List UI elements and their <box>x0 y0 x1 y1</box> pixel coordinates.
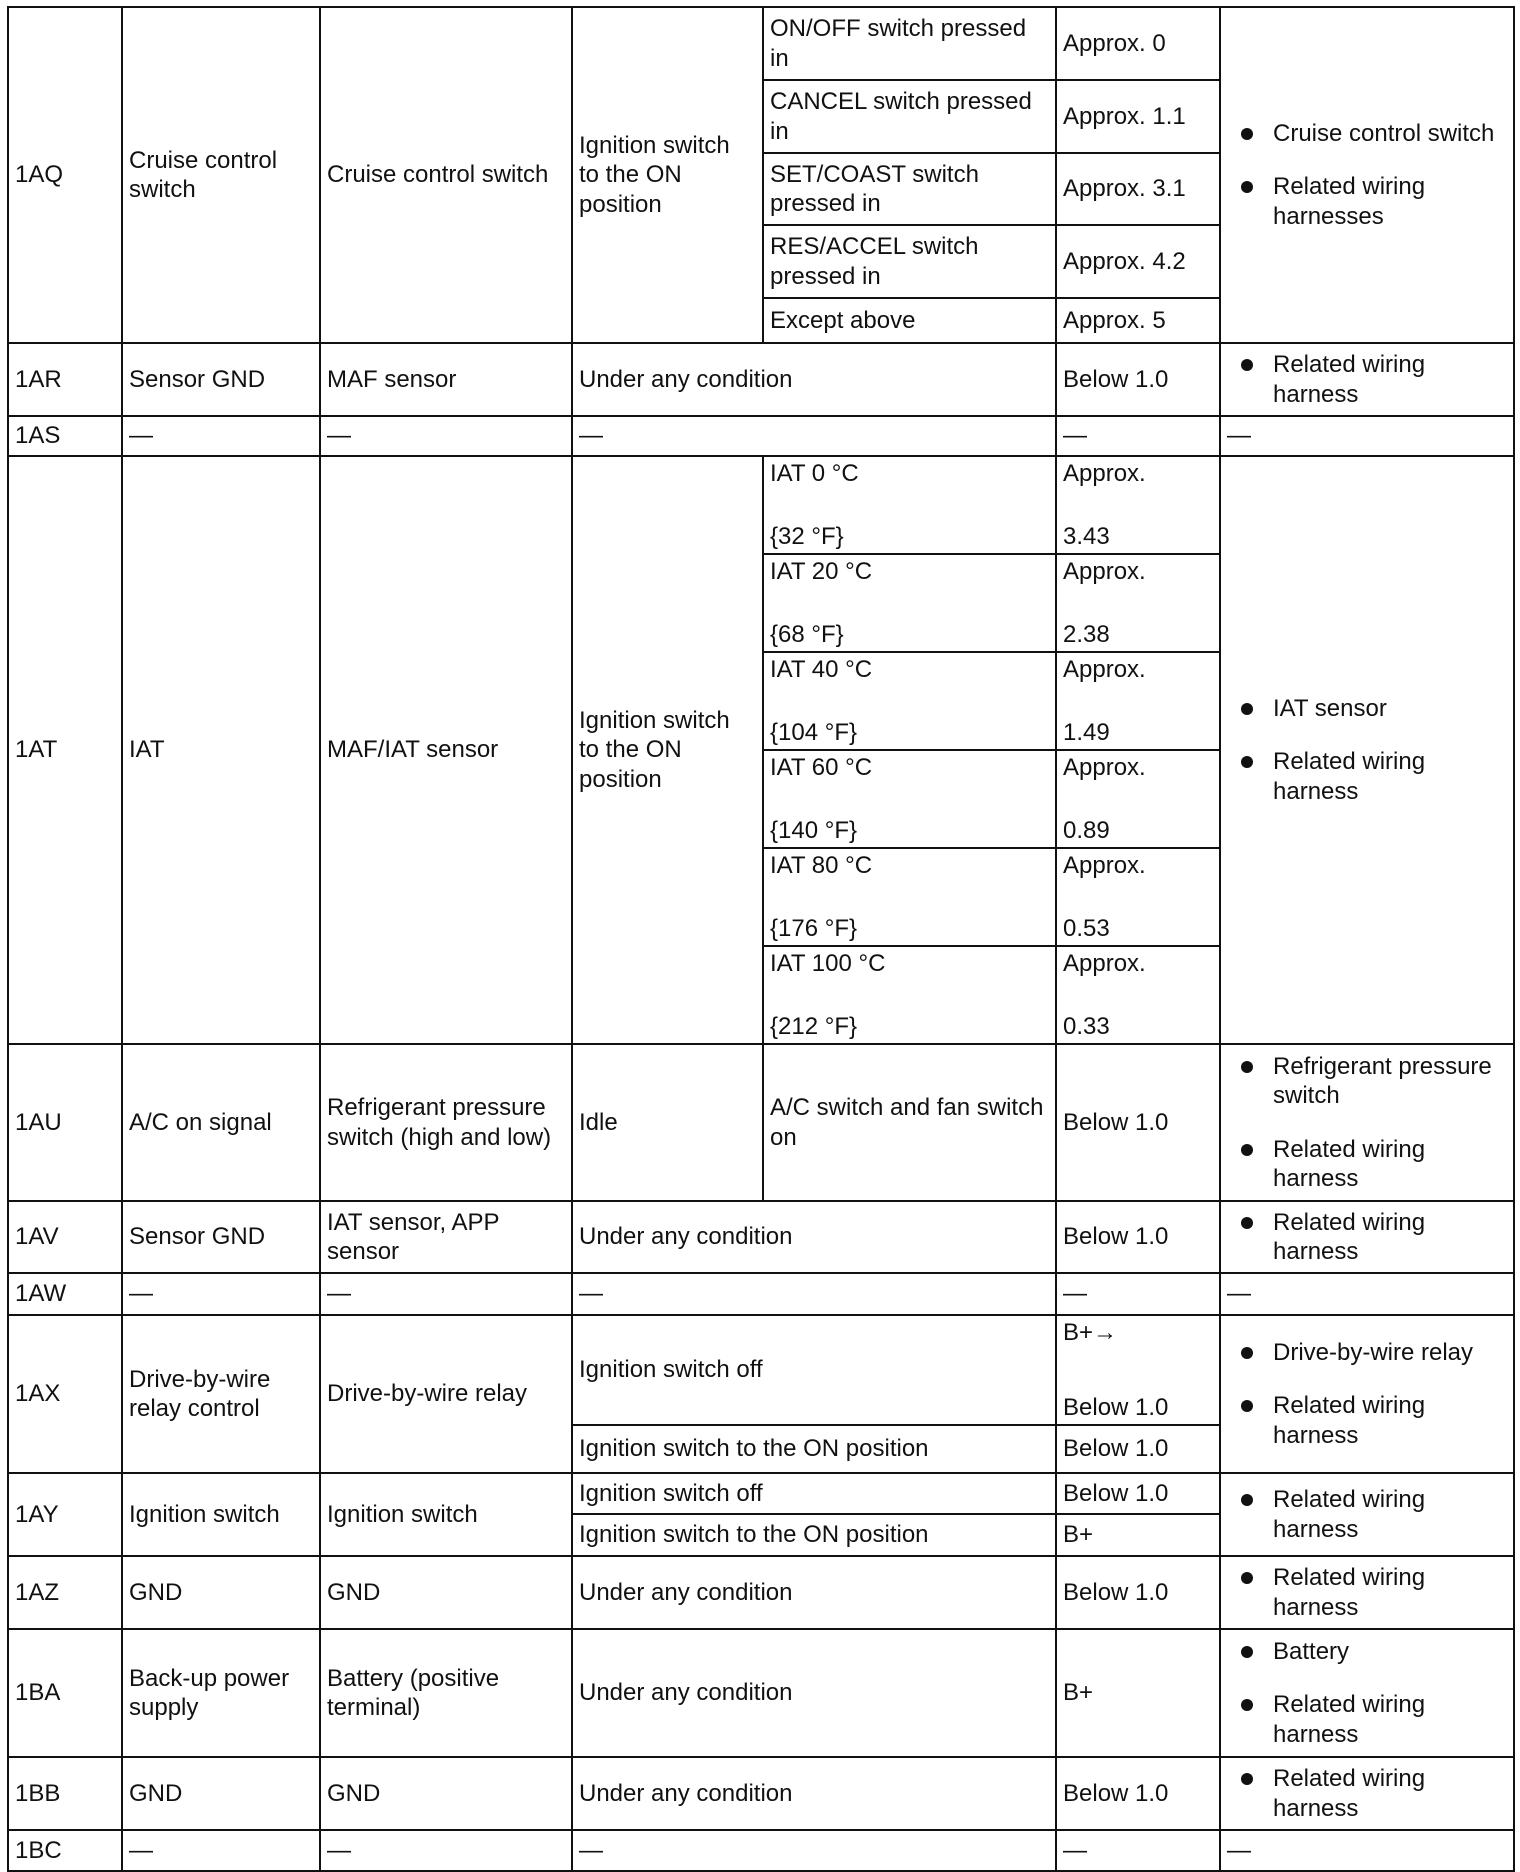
empty-cell: — <box>1220 1830 1514 1871</box>
sub-condition-cell: Except above <box>763 298 1056 343</box>
inspection-list <box>1227 694 1507 806</box>
voltage-cell: Approx. 4.2 <box>1056 225 1220 298</box>
list-item: Related wiring harness <box>1273 1208 1507 1267</box>
voltage-cell <box>1056 750 1220 848</box>
table-row <box>8 7 1514 80</box>
empty-cell: — <box>572 416 1056 456</box>
terminal-cell: 1BA <box>8 1629 122 1757</box>
temp-f: {32 °F} <box>770 522 844 550</box>
terminal-cell: 1AR <box>8 343 122 416</box>
sub-condition-cell <box>763 456 1056 554</box>
voltage-cell: B+ <box>1056 1629 1220 1757</box>
voltage-cell: Approx. 5 <box>1056 298 1220 343</box>
connected-to-cell: Battery (positive terminal) <box>320 1629 572 1757</box>
empty-cell: — <box>572 1273 1056 1315</box>
table-row <box>8 1629 1514 1757</box>
table-row <box>8 1201 1514 1273</box>
voltage-cell: Below 1.0 <box>1056 1201 1220 1273</box>
voltage-cell <box>1056 652 1220 750</box>
connected-to-cell: GND <box>320 1757 572 1830</box>
voltage-value: 0.53 <box>1063 914 1110 942</box>
list-item: Related wiring harness <box>1273 350 1507 409</box>
voltage-cell <box>1056 946 1220 1044</box>
sub-condition-cell <box>763 652 1056 750</box>
temp-c: IAT 80 °C <box>770 852 873 879</box>
temp-c: IAT 20 °C <box>770 558 873 585</box>
connected-to-cell: MAF/IAT sensor <box>320 456 572 1044</box>
condition-cell: Ignition switch to the ON position <box>572 1425 1056 1473</box>
connected-to-cell: IAT sensor, APP sensor <box>320 1201 572 1273</box>
condition-cell: Under any condition <box>572 1556 1056 1629</box>
voltage-value: 0.33 <box>1063 1012 1110 1040</box>
voltage-cell <box>1056 848 1220 946</box>
sub-condition-cell <box>763 750 1056 848</box>
condition-cell: Idle <box>572 1044 763 1201</box>
approx-label: Approx. <box>1063 460 1146 487</box>
voltage-line: Below 1.0 <box>1063 1393 1169 1421</box>
condition-cell: Ignition switch to the ON position <box>572 456 763 1044</box>
sub-condition-cell <box>763 848 1056 946</box>
voltage-value: 3.43 <box>1063 522 1110 550</box>
voltage-cell <box>1056 1315 1220 1425</box>
terminal-voltage-table <box>7 6 1515 1872</box>
inspection-list <box>1227 1637 1507 1749</box>
voltage-cell: Below 1.0 <box>1056 1425 1220 1473</box>
empty-cell: — <box>1056 416 1220 456</box>
terminal-cell: 1AV <box>8 1201 122 1273</box>
temp-f: {140 °F} <box>770 816 857 844</box>
list-item: IAT sensor <box>1273 694 1507 723</box>
inspection-list <box>1227 1208 1507 1267</box>
terminal-cell: 1AT <box>8 456 122 1044</box>
signal-cell: GND <box>122 1757 320 1830</box>
connected-to-cell: Refrigerant pressure switch (high and low) <box>320 1044 572 1201</box>
list-item: Drive-by-wire relay <box>1273 1338 1507 1367</box>
voltage-cell: Below 1.0 <box>1056 343 1220 416</box>
voltage-cell: B+ <box>1056 1514 1220 1556</box>
temp-f: {68 °F} <box>770 620 844 648</box>
table-row <box>8 1315 1514 1425</box>
condition-cell: Ignition switch off <box>572 1473 1056 1514</box>
inspection-cell <box>1220 1201 1514 1273</box>
signal-cell: A/C on signal <box>122 1044 320 1201</box>
approx-label: Approx. <box>1063 754 1146 781</box>
sub-condition-cell <box>763 946 1056 1044</box>
connected-to-cell: Ignition switch <box>320 1473 572 1556</box>
table-row <box>8 1473 1514 1514</box>
inspection-list <box>1227 350 1507 409</box>
voltage-cell: Approx. 3.1 <box>1056 153 1220 225</box>
empty-cell: — <box>1056 1830 1220 1871</box>
condition-cell: Ignition switch to the ON position <box>572 7 763 343</box>
terminal-cell: 1AQ <box>8 7 122 343</box>
empty-cell: — <box>320 1830 572 1871</box>
list-item: Related wiring harness <box>1273 1764 1507 1823</box>
inspection-cell <box>1220 7 1514 343</box>
empty-cell: — <box>1220 1273 1514 1315</box>
table-row <box>8 1556 1514 1629</box>
empty-cell: — <box>122 1830 320 1871</box>
voltage-cell: Approx. 0 <box>1056 7 1220 80</box>
voltage-cell <box>1056 554 1220 652</box>
approx-label: Approx. <box>1063 950 1146 977</box>
list-item: Refrigerant pressure switch <box>1273 1052 1507 1111</box>
terminal-cell: 1AW <box>8 1273 122 1315</box>
voltage-cell: Below 1.0 <box>1056 1556 1220 1629</box>
temp-f: {176 °F} <box>770 914 857 942</box>
inspection-cell <box>1220 1473 1514 1556</box>
voltage-cell: Approx. 1.1 <box>1056 80 1220 153</box>
empty-cell: — <box>1220 416 1514 456</box>
inspection-cell <box>1220 343 1514 416</box>
sub-condition-cell: A/C switch and fan switch on <box>763 1044 1056 1201</box>
signal-cell: GND <box>122 1556 320 1629</box>
signal-cell: Drive-by-wire relay control <box>122 1315 320 1473</box>
voltage-value: 1.49 <box>1063 718 1110 746</box>
temp-c: IAT 40 °C <box>770 656 873 683</box>
voltage-cell: Below 1.0 <box>1056 1473 1220 1514</box>
temp-f: {104 °F} <box>770 718 857 746</box>
inspection-list <box>1227 1052 1507 1193</box>
list-item: Battery <box>1273 1637 1507 1666</box>
inspection-list <box>1227 1485 1507 1544</box>
condition-cell: Under any condition <box>572 1757 1056 1830</box>
empty-cell: — <box>1056 1273 1220 1315</box>
sub-condition-cell <box>763 554 1056 652</box>
signal-cell: IAT <box>122 456 320 1044</box>
sub-condition-cell: ON/OFF switch pressed in <box>763 7 1056 80</box>
inspection-cell <box>1220 1629 1514 1757</box>
empty-cell: — <box>320 416 572 456</box>
sub-condition-cell: RES/ACCEL switch pressed in <box>763 225 1056 298</box>
table-row <box>8 416 1514 456</box>
inspection-cell <box>1220 1556 1514 1629</box>
table-row <box>8 1757 1514 1830</box>
temp-f: {212 °F} <box>770 1012 857 1040</box>
terminal-cell: 1BB <box>8 1757 122 1830</box>
condition-cell: Ignition switch to the ON position <box>572 1514 1056 1556</box>
inspection-cell <box>1220 456 1514 1044</box>
inspection-list <box>1227 1338 1507 1450</box>
empty-cell: — <box>122 1273 320 1315</box>
inspection-list <box>1227 1764 1507 1823</box>
terminal-cell: 1AY <box>8 1473 122 1556</box>
inspection-list <box>1227 1563 1507 1622</box>
signal-cell: Ignition switch <box>122 1473 320 1556</box>
list-item: Related wiring harness <box>1273 1485 1507 1544</box>
voltage-line: B+→ <box>1063 1319 1118 1346</box>
empty-cell: — <box>122 416 320 456</box>
connected-to-cell: Drive-by-wire relay <box>320 1315 572 1473</box>
condition-cell: Under any condition <box>572 343 1056 416</box>
condition-cell: Under any condition <box>572 1201 1056 1273</box>
terminal-cell: 1AZ <box>8 1556 122 1629</box>
list-item: Related wiring harness <box>1273 1391 1507 1450</box>
sub-condition-cell: SET/COAST switch pressed in <box>763 153 1056 225</box>
list-item: Cruise control switch <box>1273 119 1507 148</box>
empty-cell: — <box>320 1273 572 1315</box>
voltage-cell: Below 1.0 <box>1056 1757 1220 1830</box>
approx-label: Approx. <box>1063 656 1146 683</box>
connected-to-cell: MAF sensor <box>320 343 572 416</box>
list-item: Related wiring harness <box>1273 1135 1507 1194</box>
table-row <box>8 1044 1514 1201</box>
list-item: Related wiring harness <box>1273 1690 1507 1749</box>
sub-condition-cell: CANCEL switch pressed in <box>763 80 1056 153</box>
inspection-cell <box>1220 1044 1514 1201</box>
voltage-value: 2.38 <box>1063 620 1110 648</box>
approx-label: Approx. <box>1063 852 1146 879</box>
connected-to-cell: GND <box>320 1556 572 1629</box>
temp-c: IAT 100 °C <box>770 950 886 977</box>
table-row <box>8 343 1514 416</box>
voltage-value: 0.89 <box>1063 816 1110 844</box>
terminal-cell: 1AX <box>8 1315 122 1473</box>
signal-cell: Sensor GND <box>122 343 320 416</box>
signal-cell: Sensor GND <box>122 1201 320 1273</box>
connected-to-cell: Cruise control switch <box>320 7 572 343</box>
temp-c: IAT 60 °C <box>770 754 873 781</box>
terminal-cell: 1AU <box>8 1044 122 1201</box>
signal-cell: Cruise control switch <box>122 7 320 343</box>
list-item: Related wiring harness <box>1273 747 1507 806</box>
inspection-cell <box>1220 1757 1514 1830</box>
table-row <box>8 1273 1514 1315</box>
table-row <box>8 456 1514 554</box>
temp-c: IAT 0 °C <box>770 460 859 487</box>
signal-cell: Back-up power supply <box>122 1629 320 1757</box>
voltage-cell: Below 1.0 <box>1056 1044 1220 1201</box>
terminal-cell: 1BC <box>8 1830 122 1871</box>
condition-cell: Ignition switch off <box>572 1315 1056 1425</box>
condition-cell: Under any condition <box>572 1629 1056 1757</box>
list-item: Related wiring harnesses <box>1273 172 1507 231</box>
empty-cell: — <box>572 1830 1056 1871</box>
list-item: Related wiring harness <box>1273 1563 1507 1622</box>
approx-label: Approx. <box>1063 558 1146 585</box>
inspection-list <box>1227 119 1507 231</box>
voltage-cell <box>1056 456 1220 554</box>
inspection-cell <box>1220 1315 1514 1473</box>
terminal-cell: 1AS <box>8 416 122 456</box>
table-row <box>8 1830 1514 1871</box>
